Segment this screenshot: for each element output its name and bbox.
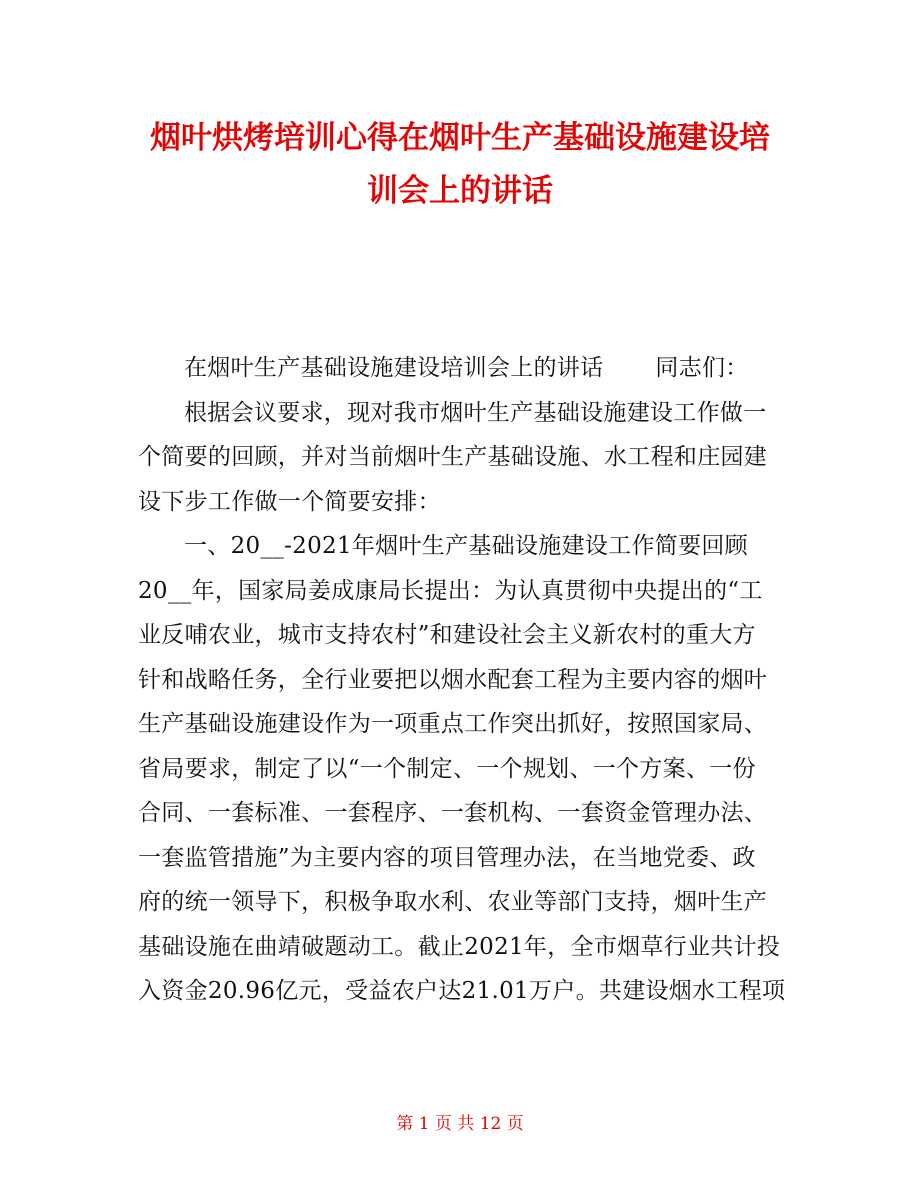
paragraph-line: 根据会议要求，现对我市烟叶生产基础设施建设工作做一 bbox=[184, 399, 767, 426]
paragraph-line: 基础设施在曲靖破题动工。截止2021年，全市烟草行业共计投 bbox=[138, 933, 781, 960]
paragraph-line: 业反哺农业，城市支持农村”和建设社会主义新农村的重大方 bbox=[138, 622, 756, 648]
speech-heading: 在烟叶生产基础设施建设培训会上的讲话 bbox=[184, 355, 604, 381]
paragraph-line: 设下步工作做一个简要安排： bbox=[138, 488, 441, 515]
paragraph-line: 针和战略任务，全行业要把以烟水配套工程为主要内容的烟叶 bbox=[138, 666, 768, 693]
title-line-1: 烟叶烘烤培训心得在烟叶生产基础设施建设培 bbox=[150, 120, 770, 156]
paragraph-line: 生产基础设施建设作为一项重点工作突出抓好，按照国家局、 bbox=[138, 711, 768, 737]
paragraph-line: 省局要求，制定了以“一个制定、一个规划、一个方案、一份 bbox=[138, 755, 756, 782]
page-footer: 第 1 页 共 12 页 bbox=[396, 1114, 524, 1134]
paragraph-line: 一套监管措施”为主要内容的项目管理办法，在当地党委、政 bbox=[138, 844, 756, 871]
paragraph-line: 合同、一套标准、一套程序、一套机构、一套资金管理办法、 bbox=[138, 800, 768, 826]
greeting: 同志们： bbox=[655, 355, 749, 381]
paragraph-line: 个简要的回顾，并对当前烟叶生产基础设施、水工程和庄园建 bbox=[138, 444, 768, 470]
title-line-2: 训会上的讲话 bbox=[367, 173, 553, 209]
document-body bbox=[138, 346, 788, 1014]
paragraph-line: 府的统一领导下，积极争取水利、农业等部门支持，烟叶生产 bbox=[138, 889, 768, 915]
paragraph-line: 入资金20.96亿元，受益农户达21.01万户。共建设烟水工程项 bbox=[138, 978, 786, 1004]
document-title bbox=[100, 112, 820, 218]
paragraph-line: 20__年，国家局姜成康局长提出：为认真贯彻中央提出的“工 bbox=[138, 577, 763, 604]
section-heading: 一、20__-2021年烟叶生产基础设施建设工作简要回顾 bbox=[184, 533, 748, 559]
salutation-line bbox=[138, 346, 788, 391]
